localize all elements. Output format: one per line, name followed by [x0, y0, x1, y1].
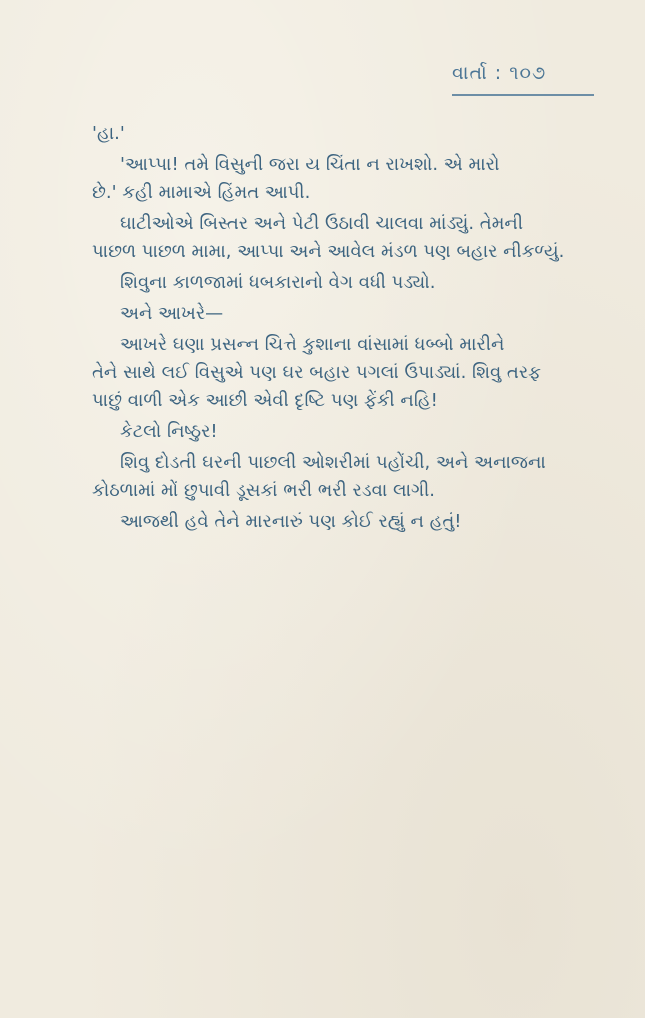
paragraph-mama-assurance [92, 151, 597, 207]
paragraph-heartbeat [92, 269, 597, 297]
paragraph-reply [92, 120, 597, 148]
text-line: આજથી હવે તેને મારનારું પણ કોઈ રહ્યું ન હતું! [120, 511, 462, 532]
text-line: પાછળ પાછળ મામા, આપ્પા અને આવેલ મંડળ પણ બહાર નીકળ્યું. [92, 241, 565, 262]
text-line: 'આપ્પા! તમે વિસુની જરા ય ચિંતા ન રાખશો. એ મારો [120, 154, 500, 175]
body-text [92, 120, 597, 536]
text-line: અને આખરે— [120, 303, 224, 324]
text-line: કોઠળામાં મોં છુપાવી ડૂસકાં ભરી ભરી રડવા લાગી. [92, 480, 436, 501]
text-line: પાછું વાળી એક આછી એવી દૃષ્ટિ પણ ફેંકી નહિ! [92, 390, 438, 411]
paragraph-departure [92, 210, 597, 266]
text-line: કેટલો નિષ્ઠુર! [120, 421, 218, 442]
text-line: તેને સાથે લઈ વિસુએ પણ ઘર બહાર પગલાં ઉપાડ્યાં. શિવુ તરફ [92, 362, 541, 383]
paragraph-shivu-cries [92, 449, 597, 505]
text-line: શિવુ દોડતી ઘરની પાછલી ઓશરીમાં પહોંચી, અને અનાજના [120, 452, 546, 473]
text-line: છે.' કહી મામાએ હિંમત આપી. [92, 182, 311, 203]
text-line: આખરે ઘણા પ્રસન્ન ચિત્તે કુશાના વાંસામાં ધબ્બો મારીને [120, 334, 505, 355]
text-line: ઘાટીઓએ બિસ્તર અને પેટી ઉઠાવી ચાલવા માંડ્યું. તેમની [120, 213, 523, 234]
running-head: વાર્તા : ૧૦૭ [452, 62, 547, 84]
header-rule [452, 94, 594, 96]
paragraph-heartless [92, 418, 597, 446]
paragraph-finally [92, 300, 597, 328]
text-line: 'હા.' [92, 123, 125, 144]
paragraph-closing [92, 508, 597, 536]
text-line: શિવુના કાળજામાં ધબકારાનો વેગ વધી પડ્યો. [120, 272, 436, 293]
paragraph-visu-leaves [92, 331, 597, 415]
